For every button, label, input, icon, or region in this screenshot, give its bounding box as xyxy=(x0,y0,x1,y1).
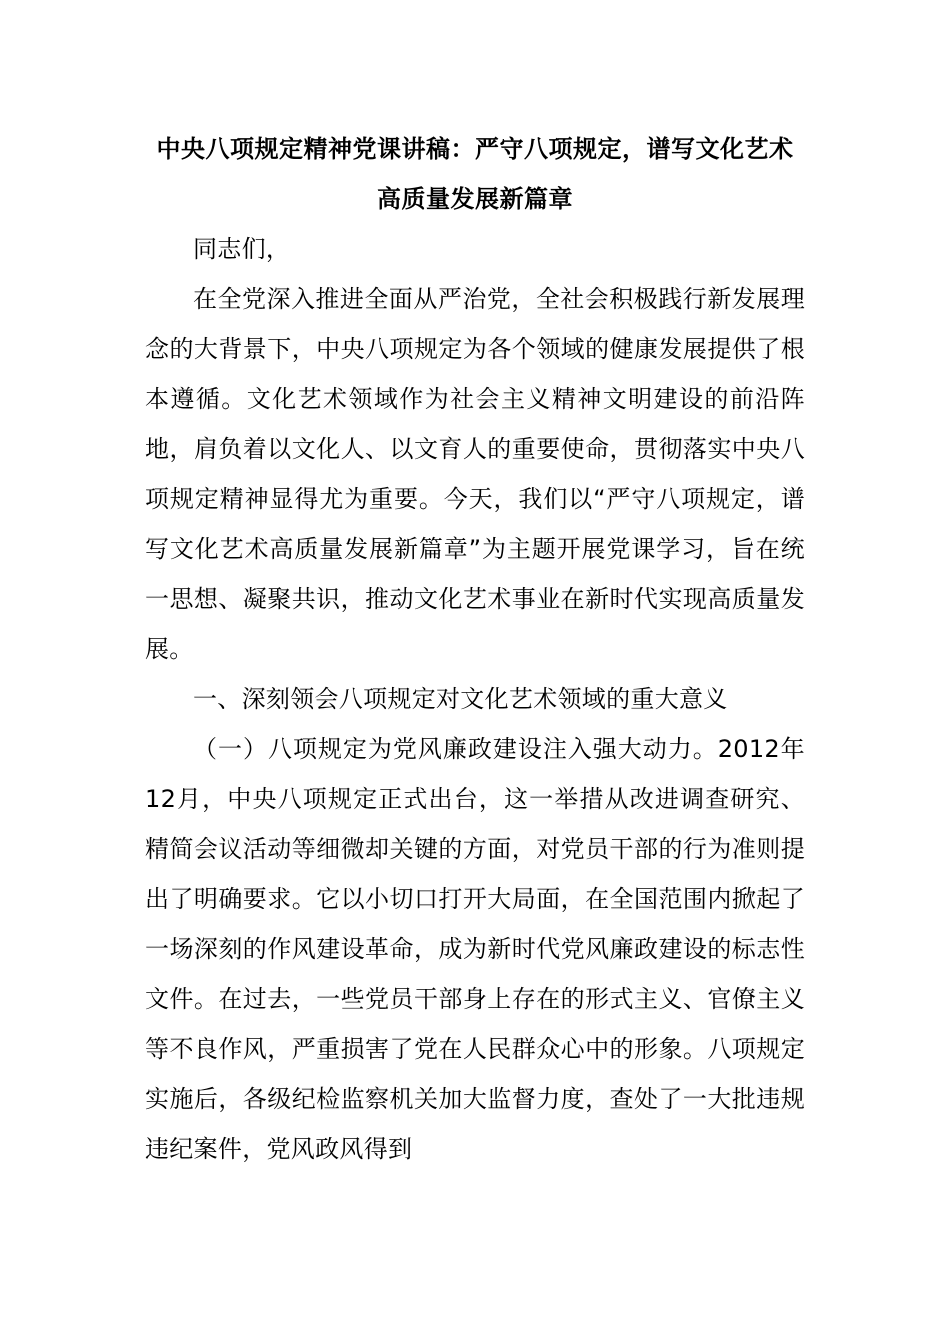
document-body xyxy=(145,124,805,1174)
intro-paragraph: 在全党深入推进全面从严治党，全社会积极践行新发展理念的大背景下，中央八项规定为各个领域的健康发展提供了根本遵循。文化艺术领域作为社会主义精神文明建设的前沿阵地，肩负着以文化人、以文育人的重要使命，贯彻落实中央八项规定精神显得尤为重要。今天，我们以“严守八项规定，谱写文化艺术高质量发展新篇章”为主题开展党课学习，旨在统一思想、凝聚共识，推动文化艺术事业在新时代实现高质量发展。 xyxy=(145,285,805,663)
document-title: 中央八项规定精神党课讲稿：严守八项规定，谱写文化艺术高质量发展新篇章 xyxy=(156,135,794,213)
salutation: 同志们， xyxy=(193,235,291,263)
section-heading: 一、深刻领会八项规定对文化艺术领域的重大意义 xyxy=(193,685,728,713)
body-paragraph: （一）八项规定为党风廉政建设注入强大动力。2012年12月，中央八项规定正式出台，这一举措从改进调查研究、精简会议活动等细微却关键的方面，对党员干部的行为准则提出了明确要求。它以小切口打开大局面，在全国范围内掀起了一场深刻的作风建设革命，成为新时代党风廉政建设的标志性文件。在过去，一些党员干部身上存在的形式主义、官僚主义等不良作风，严重损害了党在人民群众心中的形象。八项规定实施后，各级纪检监察机关加大监督力度，查处了一大批违规违纪案件，党风政风得到 xyxy=(145,735,805,1163)
